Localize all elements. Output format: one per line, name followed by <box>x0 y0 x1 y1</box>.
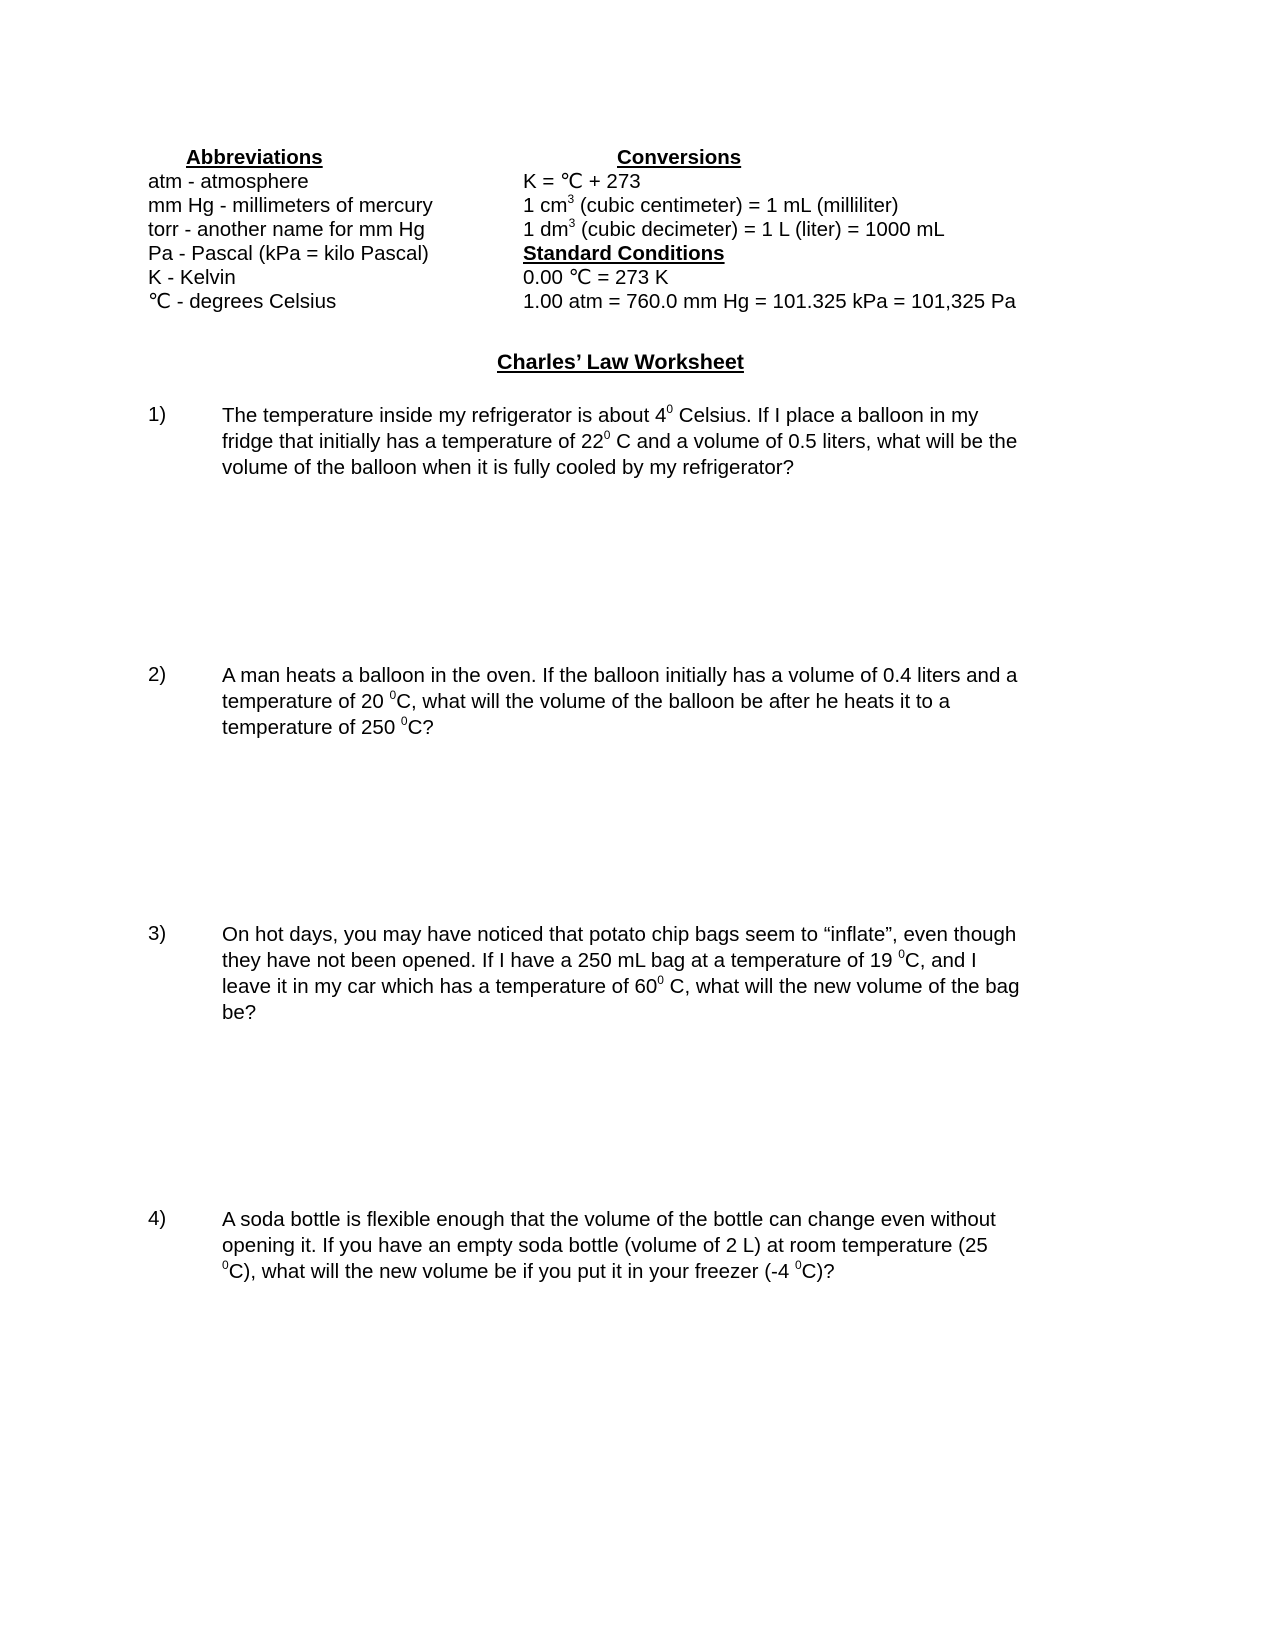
abbreviation-item: torr - another name for mm Hg <box>148 218 425 241</box>
question-number: 3) <box>148 922 167 945</box>
question-text: A man heats a balloon in the oven. If the balloon initially has a volume of 0.4 liters and a temperature of 20 $^0$C, what will the volume of the balloon be after he heats it to a temperature of 250 $^0$C? <box>222 664 1018 739</box>
abbreviation-item: atm - atmosphere <box>148 170 309 193</box>
standard-conditions-heading: Standard Conditions <box>523 242 725 265</box>
question-number: 1) <box>148 403 167 426</box>
abbreviation-item: Pa - Pascal (kPa = kilo Pascal) <box>148 242 429 265</box>
abbreviation-item: ℃ - degrees Celsius <box>148 290 337 313</box>
question-number: 4) <box>148 1207 167 1230</box>
conversion-cm3: 1 $cm^3$ (cubic centimeter) = 1 mL (milliliter) <box>523 192 899 217</box>
question-text: The temperature inside my refrigerator is about $4^0$ Celsius. If I place a balloon in my fridge that initially has a temperature of $22^0$ C and a volume of 0.5 liters, what will be the volume of the balloon when it is fully cooled by my refrigerator? <box>222 402 1018 479</box>
abbreviation-item: K - Kelvin <box>148 266 236 289</box>
worksheet-title: Charles’ Law Worksheet <box>497 350 744 374</box>
conversion-kelvin: K = ℃ + 273 <box>523 170 641 193</box>
standard-pressure: 1.00 atm = 760.0 mm Hg = 101.325 kPa = 101,325 Pa <box>523 290 1016 313</box>
question-text: On hot days, you may have noticed that potato chip bags seem to “inflate”, even though they have not been opened. If I have a 250 mL bag at a temperature of 19 $^0$C, and I leave it in my car which has a temperature of $60^0$ C, what will the new volume of the bag be? <box>222 923 1020 1024</box>
conversions-heading: Conversions <box>617 146 742 169</box>
abbreviations-heading: Abbreviations <box>186 146 323 169</box>
question-text: A soda bottle is flexible enough that the volume of the bottle can change even without opening it. If you have an empty soda bottle (volume of 2 L) at room temperature (25 $^0$C), what will the new volume be if you put it in your freezer (-4 $^0$C)? <box>222 1208 996 1283</box>
conversion-dm3: 1 $dm^3$ (cubic decimeter) = 1 L (liter) = 1000 mL <box>523 216 945 241</box>
abbreviation-item: mm Hg - millimeters of mercury <box>148 194 433 217</box>
standard-temperature: 0.00 ℃ = 273 K <box>523 266 669 289</box>
question-number: 2) <box>148 663 167 686</box>
